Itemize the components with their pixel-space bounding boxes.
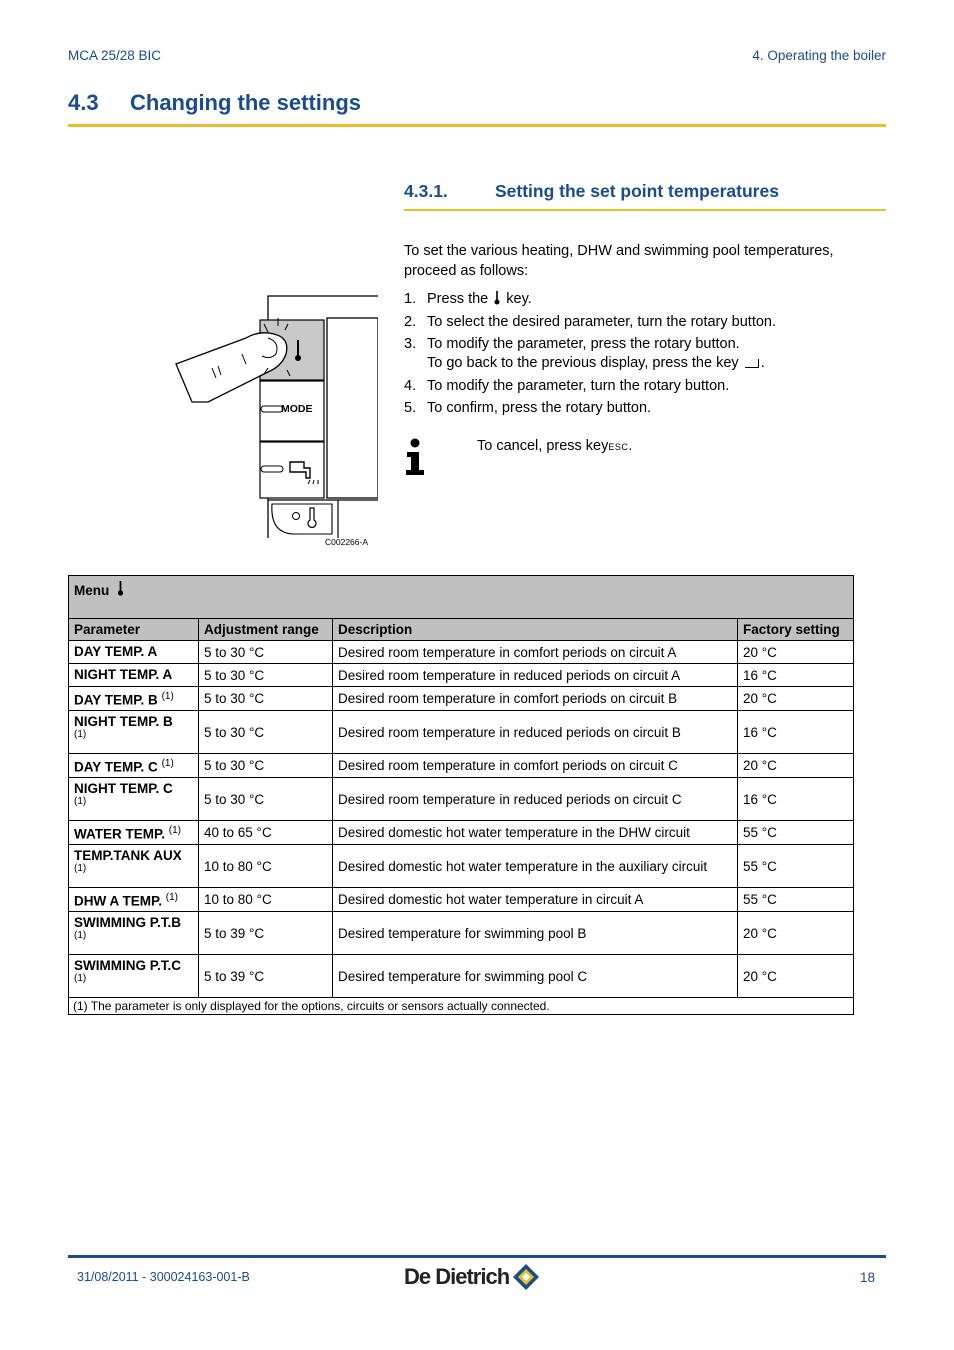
step-2: 2. To select the desired parameter, turn the rotary button. (404, 313, 776, 330)
table-row: DHW A TEMP. $^{(1)}$ 10 to 80 °C Desired domestic hot water temperature in circuit A 55 °C (69, 888, 854, 912)
col-header-range: Adjustment range (199, 619, 333, 641)
header-doc-title: MCA 25/28 BIC (68, 48, 162, 63)
back-key-icon (745, 359, 759, 368)
col-header-parameter: Parameter (69, 619, 199, 641)
table-row: TEMP.TANK AUX (1) 10 to 80 °C Desired domestic hot water temperature in the auxiliary circuit 55 °C (69, 845, 854, 888)
menu-title-cell: Menu (69, 576, 854, 619)
table-row: NIGHT TEMP. B (1) 5 to 30 °C Desired room temperature in reduced periods on circuit B 16 °C (69, 711, 854, 754)
thermometer-icon (492, 290, 502, 305)
table-row: NIGHT TEMP. C (1) 5 to 30 °C Desired room temperature in reduced periods on circuit C 16 °C (69, 778, 854, 821)
step-4: 4. To modify the parameter, turn the rotary button. (404, 377, 730, 394)
col-header-factory: Factory setting (738, 619, 854, 641)
table-row: NIGHT TEMP. A 5 to 30 °C Desired room temperature in reduced periods on circuit A 16 °C (69, 664, 854, 687)
brand-logo (404, 1262, 541, 1292)
table-row: SWIMMING P.T.C (1) 5 to 39 °C Desired temperature for swimming pool C 20 °C (69, 955, 854, 998)
subsection-title: Setting the set point temperatures (495, 181, 779, 201)
brand-name: De Dietrich (404, 1264, 510, 1289)
section-title: Changing the settings (130, 90, 361, 115)
section-number: 4.3 (68, 90, 99, 115)
subsection-number: 4.3.1. (404, 181, 448, 201)
section-rule (68, 124, 886, 127)
esc-key: ESC (608, 442, 629, 452)
thermometer-icon (116, 580, 125, 596)
steps-list (404, 290, 886, 422)
table-row: WATER TEMP. $^{(1)}$ 40 to 65 °C Desired domestic hot water temperature in the DHW circuit 55 °C (69, 821, 854, 845)
intro-paragraph: To set the various heating, DHW and swimming pool temperatures, proceed as follows: (404, 243, 834, 279)
table-row: DAY TEMP. B $^{(1)}$ 5 to 30 °C Desired room temperature in comfort periods on circuit B 20 °C (69, 687, 854, 711)
control-panel-figure (172, 294, 378, 538)
step-5: 5. To confirm, press the rotary button. (404, 400, 652, 416)
info-icon (404, 438, 426, 476)
table-row: SWIMMING P.T.B (1) 5 to 39 °C Desired temperature for swimming pool B 20 °C (69, 912, 854, 955)
step-3: 3. To modify the parameter, press the rotary button. To go back to the previous display, press the key . (404, 336, 765, 371)
page-number: 18 (860, 1270, 876, 1285)
table-footnote: (1) The parameter is only displayed for the options, circuits or sensors actually connected. (69, 998, 854, 1015)
info-note: To cancel, press keyESC. (477, 438, 633, 454)
figure-code: C002266-A (325, 537, 369, 547)
section-heading (68, 90, 361, 116)
table-row: DAY TEMP. C $^{(1)}$ 5 to 30 °C Desired room temperature in comfort periods on circuit C 20 °C (69, 754, 854, 778)
table-row: DAY TEMP. A 5 to 30 °C Desired room temperature in comfort periods on circuit A 20 °C (69, 641, 854, 664)
mode-key-label: MODE (281, 403, 313, 415)
step-1: 1. Press the key. (404, 291, 532, 307)
brand-diamond-icon (511, 1262, 541, 1292)
footer-date: 31/08/2011 - 300024163-001-B (77, 1270, 250, 1284)
settings-table (68, 575, 854, 1015)
col-header-description: Description (333, 619, 738, 641)
header-chapter: 4. Operating the boiler (752, 48, 886, 63)
subsection-heading (404, 181, 779, 202)
footer-rule (68, 1255, 886, 1258)
subsection-rule (404, 209, 886, 211)
